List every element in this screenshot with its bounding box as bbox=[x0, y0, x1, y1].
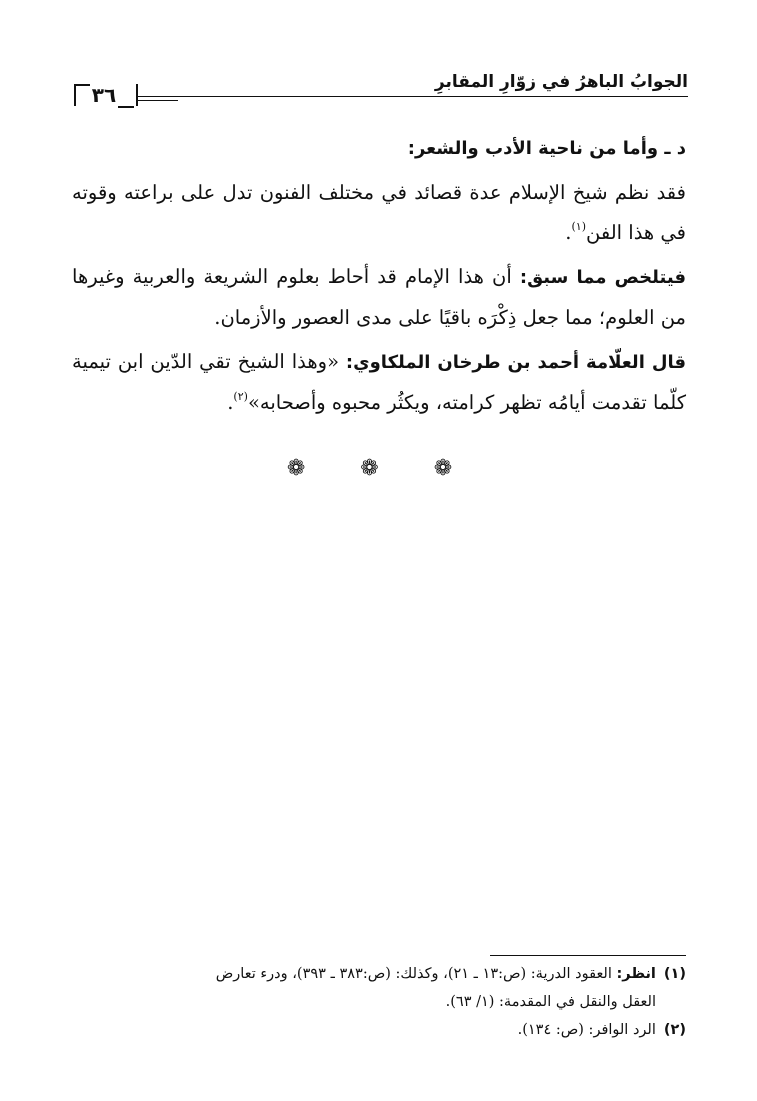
footnote-see: انظر: bbox=[616, 966, 656, 982]
quote-attribution: قال العلّامة أحمد بن طرخان الملكاوي: bbox=[345, 352, 686, 373]
footnote-text: العقود الدرية: (ص:١٣ ـ ٢١)، وكذلك: (ص:٣٨٣ ـ ٣٩٣)، ودرء تعارض bbox=[215, 966, 617, 982]
paragraph-quote: قال العلّامة أحمد بن طرخان الملكاوي: «وهذا الشيخ تقي الدّين ابن تيمية كلّما تقدمت أيامُه تظهر كرامته، ويكثُر محبوه وأصحابه»$^{(٢)}$. bbox=[72, 350, 686, 414]
paragraph-text: أن هذا الإمام قد أحاط بعلوم الشريعة والعربية وغيرها من العلوم؛ مما جعل ذِكْرَه باقيًا على مدى العصور والأزمان. bbox=[72, 265, 686, 329]
footnotes bbox=[68, 960, 686, 1044]
section-heading: د ـ وأما من ناحية الأدب والشعر: bbox=[407, 138, 686, 159]
section-divider-ornaments bbox=[0, 456, 757, 481]
page-number: ٣٦ bbox=[91, 83, 117, 107]
footnote-ref-2[interactable]: (٢) bbox=[233, 390, 248, 403]
flower-ornament-icon: ❁ bbox=[433, 456, 471, 481]
footnote-separator bbox=[490, 955, 686, 956]
flower-ornament-icon: ❁ bbox=[286, 456, 324, 481]
page-number-frame bbox=[70, 82, 138, 110]
footnote-1-continuation bbox=[68, 988, 686, 1016]
main-text bbox=[72, 128, 686, 427]
footnote-text: الرد الوافر: (ص: ١٣٤). bbox=[517, 1022, 656, 1038]
summary-lead: فيتلخص مما سبق: bbox=[519, 267, 686, 288]
footnote-2 bbox=[68, 1016, 686, 1044]
page-header bbox=[70, 70, 688, 118]
paragraph-text: فقد نظم شيخ الإسلام عدة قصائد في مختلف الفنون تدل على براعته وقوته في هذا الفن bbox=[72, 181, 686, 244]
quote-text: «وهذا الشيخ تقي الدّين ابن تيمية كلّما تقدمت أيامُه تظهر كرامته، ويكثُر محبوه وأصحابه» bbox=[72, 350, 686, 414]
footnote-1 bbox=[68, 960, 686, 988]
paragraph-poetry: فقد نظم شيخ الإسلام عدة قصائد في مختلف الفنون تدل على براعته وقوته في هذا الفن$^{(١)}$. bbox=[72, 181, 686, 244]
footnote-number: (٢) bbox=[663, 1022, 686, 1038]
running-title: الجوابُ الباهرُ في زوّارِ المقابرِ bbox=[427, 72, 688, 92]
flower-ornament-icon: ❁ bbox=[360, 456, 397, 481]
paragraph-summary bbox=[72, 257, 686, 338]
footnote-text: العقل والنقل في المقدمة: (١/ ٦٣). bbox=[445, 994, 656, 1010]
footnote-number: (١) bbox=[663, 966, 686, 982]
footnote-ref-1[interactable]: (١) bbox=[571, 220, 587, 233]
header-rule bbox=[90, 96, 688, 97]
section-heading-paragraph bbox=[72, 128, 686, 169]
